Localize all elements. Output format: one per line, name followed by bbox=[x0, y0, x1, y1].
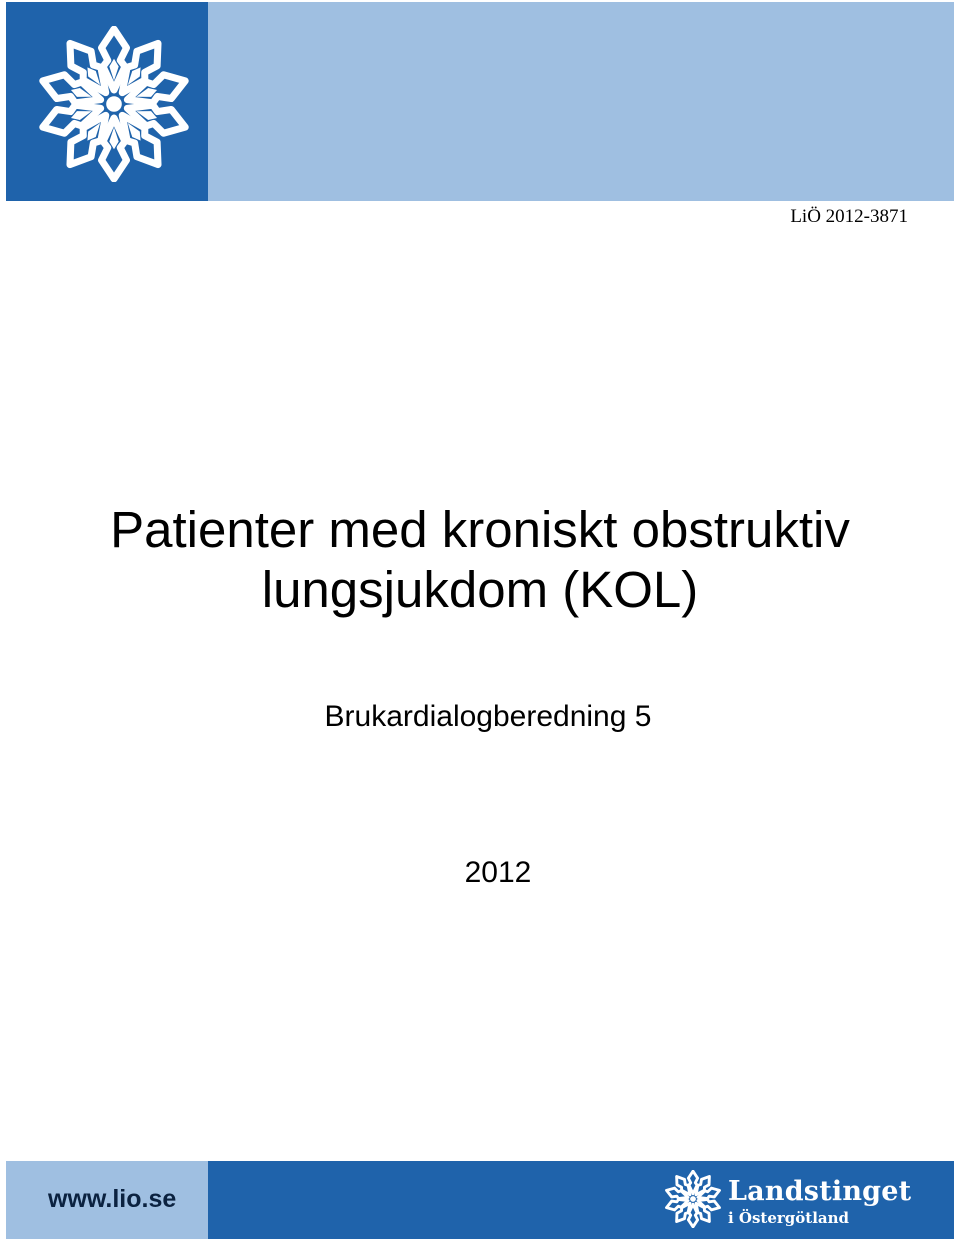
header-logo-block bbox=[6, 2, 208, 201]
title-line-2: lungsjukdom (KOL) bbox=[261, 561, 699, 618]
title-line-1: Patienter med kroniskt obstruktiv bbox=[110, 501, 850, 558]
footer-url: www.lio.se bbox=[48, 1185, 177, 1213]
document-subtitle: Brukardialogberedning 5 bbox=[324, 700, 652, 733]
brand-region: i Östergötland bbox=[728, 1209, 850, 1227]
brand-name: Landstinget bbox=[728, 1176, 912, 1207]
header-band bbox=[208, 2, 954, 201]
document-id: LiÖ 2012-3871 bbox=[790, 206, 908, 227]
document-year: 2012 bbox=[464, 856, 532, 889]
footer-snowflake-logo-icon bbox=[664, 1170, 722, 1228]
snowflake-logo-icon bbox=[36, 26, 192, 182]
document-title bbox=[0, 500, 960, 620]
